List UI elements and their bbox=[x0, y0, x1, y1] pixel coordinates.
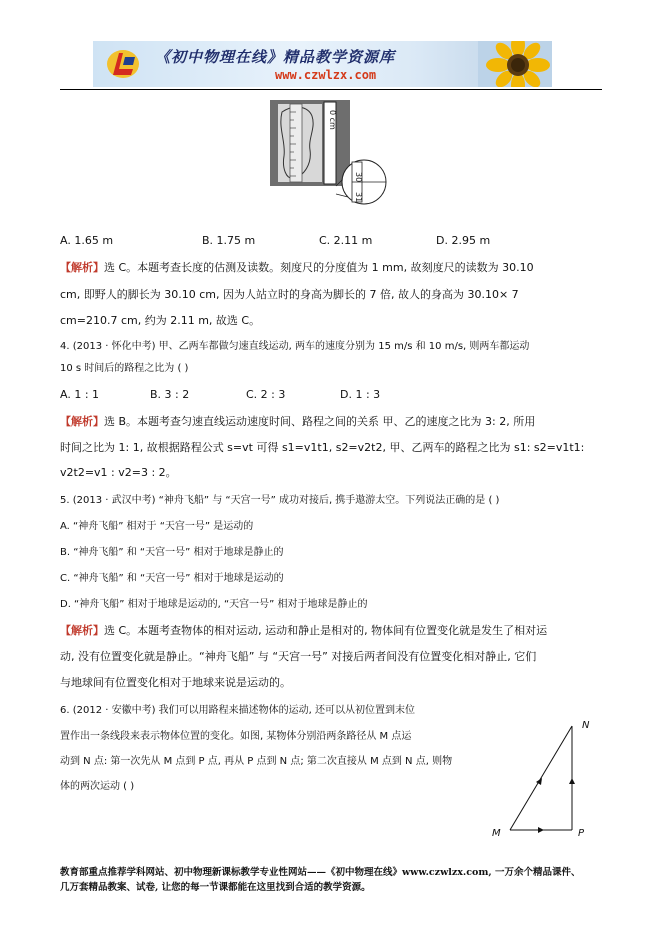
q5-analysis-line-1 bbox=[60, 624, 547, 638]
header-divider bbox=[60, 89, 602, 90]
q3-analysis-text-1: 选 C。本题考查长度的估测及读数。刻度尺的分度值为 1 mm, 故刻度尺的读数为 30.10 bbox=[104, 261, 534, 274]
q3-option-a[interactable]: A. 1.65 m bbox=[60, 234, 114, 247]
q5-analysis-line-2: 动, 没有位置变化就是静止。“神舟飞船” 与 “天宫一号” 对接后两者间没有位置变化相对静止, 它们 bbox=[60, 650, 537, 663]
q4-option-a[interactable]: A. 1 : 1 bbox=[60, 388, 100, 401]
sunflower-icon bbox=[478, 41, 552, 87]
q4-option-d[interactable]: D. 1 : 3 bbox=[340, 388, 381, 401]
q3-analysis-line-2: cm, 即野人的脚长为 30.10 cm, 因为人站立时的身高为脚长的 7 倍, 故人的身高为 30.10× 7 bbox=[60, 288, 519, 301]
site-url[interactable]: www.czwlzx.com bbox=[275, 68, 377, 82]
q4-analysis-text-1: 选 B。本题考查匀速直线运动速度时间、路程之间的关系 甲、乙的速度之比为 3: 2, 所用 bbox=[104, 415, 536, 428]
header-banner bbox=[93, 41, 552, 87]
q4-analysis-line-1 bbox=[60, 415, 535, 429]
q4-option-c[interactable]: C. 2 : 3 bbox=[246, 388, 286, 401]
q5-option-d[interactable]: D. “神舟飞船” 相对于地球是运动的, “天宫一号” 相对于地球是静止的 bbox=[60, 599, 368, 610]
q5-option-a[interactable]: A. “神舟飞船” 相对于 “天宫一号” 是运动的 bbox=[60, 521, 254, 532]
q4-stem-line-1: 4. (2013 · 怀化中考) 甲、乙两车都做匀速直线运动, 两车的速度分别为 15 m/s 和 10 m/s, 则两车都运动 bbox=[60, 341, 530, 352]
q3-option-d[interactable]: D. 2.95 m bbox=[436, 234, 491, 247]
site-title: 《初中物理在线》精品教学资源库 bbox=[155, 48, 396, 66]
q3-analysis-line-3: cm=210.7 cm, 约为 2.11 m, 故选 C。 bbox=[60, 314, 261, 327]
point-label-m: M bbox=[492, 828, 501, 839]
ruler-zero-label: 0 cm bbox=[328, 110, 337, 130]
q6-stem-line-2: 置作出一条线段来表示物体位置的变化。如图, 某物体分别沿两条路径从 M 点运 bbox=[60, 731, 412, 742]
q6-stem-line-3: 动到 N 点: 第一次先从 M 点到 P 点, 再从 P 点到 N 点; 第二次直接从 M 点到 N 点, 则物 bbox=[60, 756, 453, 767]
q4-option-b[interactable]: B. 3 : 2 bbox=[150, 388, 190, 401]
arrow-p-to-n-icon bbox=[569, 778, 575, 784]
point-label-n: N bbox=[582, 720, 590, 731]
ruler-tick-31: 31 bbox=[354, 192, 363, 203]
ruler-tick-30: 30 bbox=[354, 172, 363, 183]
point-label-p: P bbox=[578, 828, 585, 839]
q3-option-b[interactable]: B. 1.75 m bbox=[202, 234, 256, 247]
q3-option-c[interactable]: C. 2.11 m bbox=[319, 234, 373, 247]
footer-line-1: 教育部重点推荐学科网站、初中物理新课标教学专业性网站——《初中物理在线》www.czwlzx.com, 一万余个精品课件、 bbox=[60, 867, 581, 878]
analysis-tag: 【解析】 bbox=[60, 415, 104, 428]
footer-line-2: 几万套精品教案、试卷, 让您的每一节课都能在这里找到合适的教学资源。 bbox=[60, 882, 371, 893]
analysis-tag: 【解析】 bbox=[60, 261, 104, 274]
q3-analysis-line-1 bbox=[60, 261, 534, 275]
q5-option-c[interactable]: C. “神舟飞船” 和 “天宫一号” 相对于地球是运动的 bbox=[60, 573, 284, 584]
path-diagram bbox=[488, 712, 598, 842]
q4-stem-line-2: 10 s 时间后的路程之比为 ( ) bbox=[60, 363, 189, 374]
footprint-ruler-figure bbox=[268, 98, 390, 210]
analysis-tag: 【解析】 bbox=[60, 624, 104, 637]
q5-stem: 5. (2013 · 武汉中考) “神舟飞船” 与 “天宫一号” 成功对接后, 携手遨游太空。下列说法正确的是 ( ) bbox=[60, 495, 500, 506]
site-logo-icon bbox=[105, 47, 141, 81]
arrow-m-to-p-icon bbox=[538, 827, 544, 833]
q5-analysis-text-1: 选 C。本题考查物体的相对运动, 运动和静止是相对的, 物体间有位置变化就是发生了相对运 bbox=[104, 624, 548, 637]
q6-stem-line-1: 6. (2012 · 安徽中考) 我们可以用路程来描述物体的运动, 还可以从初位置到末位 bbox=[60, 705, 416, 716]
q5-option-b[interactable]: B. “神舟飞船” 和 “天宫一号” 相对于地球是静止的 bbox=[60, 547, 284, 558]
q4-analysis-line-2: 时间之比为 1: 1, 故根据路程公式 s=vt 可得 s1=v1t1, s2=v2t2, 甲、乙两车的路程之比为 s1: s2=v1t1: bbox=[60, 441, 585, 454]
q6-stem-line-4: 体的两次运动 ( ) bbox=[60, 781, 135, 792]
q4-analysis-line-3: v2t2=v1 : v2=3 : 2。 bbox=[60, 466, 177, 479]
q5-analysis-line-3: 与地球间有位置变化相对于地球来说是运动的。 bbox=[60, 676, 291, 689]
path-m-to-n bbox=[510, 726, 572, 830]
